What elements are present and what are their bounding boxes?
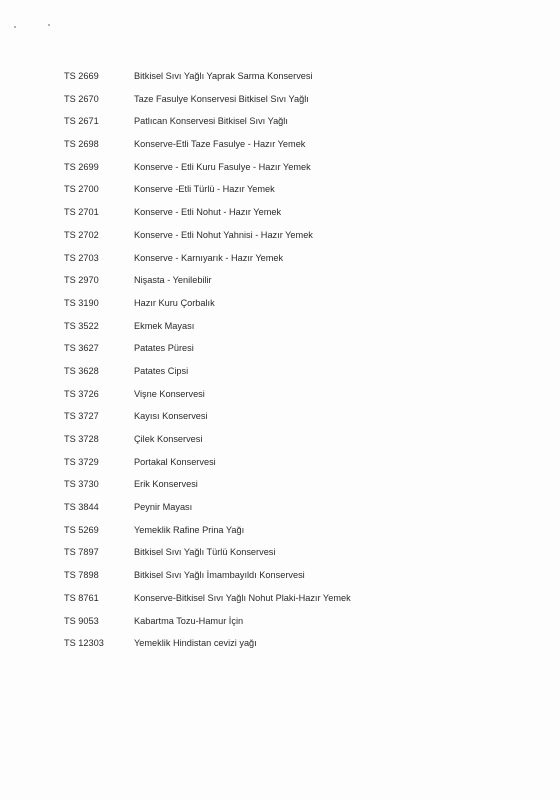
standard-code: TS 3627 bbox=[64, 343, 99, 354]
standard-row bbox=[0, 383, 560, 406]
standard-row bbox=[0, 519, 560, 542]
standard-row bbox=[0, 337, 560, 360]
standard-code: TS 3727 bbox=[64, 411, 99, 422]
standard-code: TS 7897 bbox=[64, 547, 99, 558]
standard-code: TS 2698 bbox=[64, 139, 99, 150]
standard-row bbox=[0, 587, 560, 610]
standard-title: Erik Konservesi bbox=[134, 479, 198, 490]
standard-code: TS 2671 bbox=[64, 116, 99, 127]
standard-row bbox=[0, 360, 560, 383]
standard-title: Konserve - Karnıyarık - Hazır Yemek bbox=[134, 252, 284, 263]
standard-code: TS 3628 bbox=[64, 365, 99, 376]
standard-row bbox=[0, 428, 560, 451]
standard-code: TS 3726 bbox=[64, 388, 99, 399]
standard-title: Hazır Kuru Çorbalık bbox=[134, 297, 215, 308]
standard-code: TS 2699 bbox=[64, 161, 99, 172]
standard-code: TS 2670 bbox=[64, 93, 99, 104]
standard-code: TS 3190 bbox=[64, 297, 99, 308]
standard-row bbox=[0, 224, 560, 247]
standard-row bbox=[0, 88, 560, 111]
standard-title: Konserve-Bitkisel Sıvı Yağlı Nohut Plaki-Hazır Yemek bbox=[134, 592, 351, 603]
standard-row bbox=[0, 292, 560, 315]
standard-title: Patlıcan Konservesi Bitkisel Sıvı Yağlı bbox=[134, 116, 288, 127]
standard-row bbox=[0, 610, 560, 633]
standard-row bbox=[0, 247, 560, 270]
scan-speck bbox=[14, 26, 16, 28]
standard-row bbox=[0, 269, 560, 292]
standard-code: TS 2970 bbox=[64, 275, 99, 286]
standard-title: Çilek Konservesi bbox=[134, 434, 203, 444]
standard-row bbox=[0, 564, 560, 587]
standard-row bbox=[0, 473, 560, 496]
standard-row bbox=[0, 110, 560, 133]
standard-row bbox=[0, 315, 560, 338]
standard-title: Patates Cipsi bbox=[134, 365, 189, 376]
scan-speck bbox=[48, 24, 50, 26]
standard-title: Kabartma Tozu-Hamur İçin bbox=[134, 615, 244, 626]
standard-code: TS 3522 bbox=[64, 320, 99, 331]
standard-row bbox=[0, 541, 560, 564]
standard-row bbox=[0, 405, 560, 428]
standard-title: Ekmek Mayası bbox=[134, 320, 195, 331]
standard-row bbox=[0, 133, 560, 156]
standard-title: Bitkisel Sıvı Yağlı İmambayıldı Konservesi bbox=[134, 570, 305, 581]
standard-title: Konserve - Etli Kuru Fasulye - Hazır Yemek bbox=[134, 161, 311, 172]
standard-title: Nişasta - Yenilebilir bbox=[134, 275, 212, 286]
standard-code: TS 2669 bbox=[64, 71, 99, 81]
standard-title: Portakal Konservesi bbox=[134, 456, 216, 467]
standard-row bbox=[0, 65, 560, 88]
standard-row bbox=[0, 451, 560, 474]
standard-title: Bitkisel Sıvı Yağlı Yaprak Sarma Konservesi bbox=[134, 71, 313, 81]
standard-code: TS 12303 bbox=[64, 638, 104, 649]
standard-row bbox=[0, 496, 560, 519]
standard-title: Konserve - Etli Nohut - Hazır Yemek bbox=[134, 207, 282, 218]
standard-title: Konserve-Etli Taze Fasulye - Hazır Yemek bbox=[134, 139, 306, 150]
standard-title: Taze Fasulye Konservesi Bitkisel Sıvı Yağlı bbox=[134, 93, 309, 104]
standards-list bbox=[0, 65, 560, 655]
standard-code: TS 2703 bbox=[64, 252, 99, 263]
standard-title: Peynir Mayası bbox=[134, 502, 193, 513]
standard-code: TS 3844 bbox=[64, 502, 99, 513]
standard-title: Kayısı Konservesi bbox=[134, 411, 208, 422]
standard-code: TS 7898 bbox=[64, 570, 99, 581]
standard-code: TS 2701 bbox=[64, 207, 99, 218]
standard-title: Yemeklik Hindistan cevizi yağı bbox=[134, 638, 257, 649]
standard-code: TS 3728 bbox=[64, 434, 99, 444]
standard-code: TS 2700 bbox=[64, 184, 99, 195]
standard-row bbox=[0, 632, 560, 655]
standard-code: TS 3729 bbox=[64, 456, 99, 467]
standard-title: Bitkisel Sıvı Yağlı Türlü Konservesi bbox=[134, 547, 276, 558]
standard-title: Konserve - Etli Nohut Yahnisi - Hazır Yemek bbox=[134, 229, 313, 240]
standard-code: TS 5269 bbox=[64, 524, 99, 535]
standard-title: Konserve -Etli Türlü - Hazır Yemek bbox=[134, 184, 275, 195]
standard-code: TS 9053 bbox=[64, 615, 99, 626]
standard-title: Vişne Konservesi bbox=[134, 388, 205, 399]
standard-row bbox=[0, 178, 560, 201]
standard-row bbox=[0, 201, 560, 224]
standard-title: Yemeklik Rafine Prina Yağı bbox=[134, 524, 245, 535]
standard-code: TS 2702 bbox=[64, 229, 99, 240]
standard-code: TS 8761 bbox=[64, 592, 99, 603]
standard-title: Patates Püresi bbox=[134, 343, 194, 354]
standard-row bbox=[0, 156, 560, 179]
standard-code: TS 3730 bbox=[64, 479, 99, 490]
